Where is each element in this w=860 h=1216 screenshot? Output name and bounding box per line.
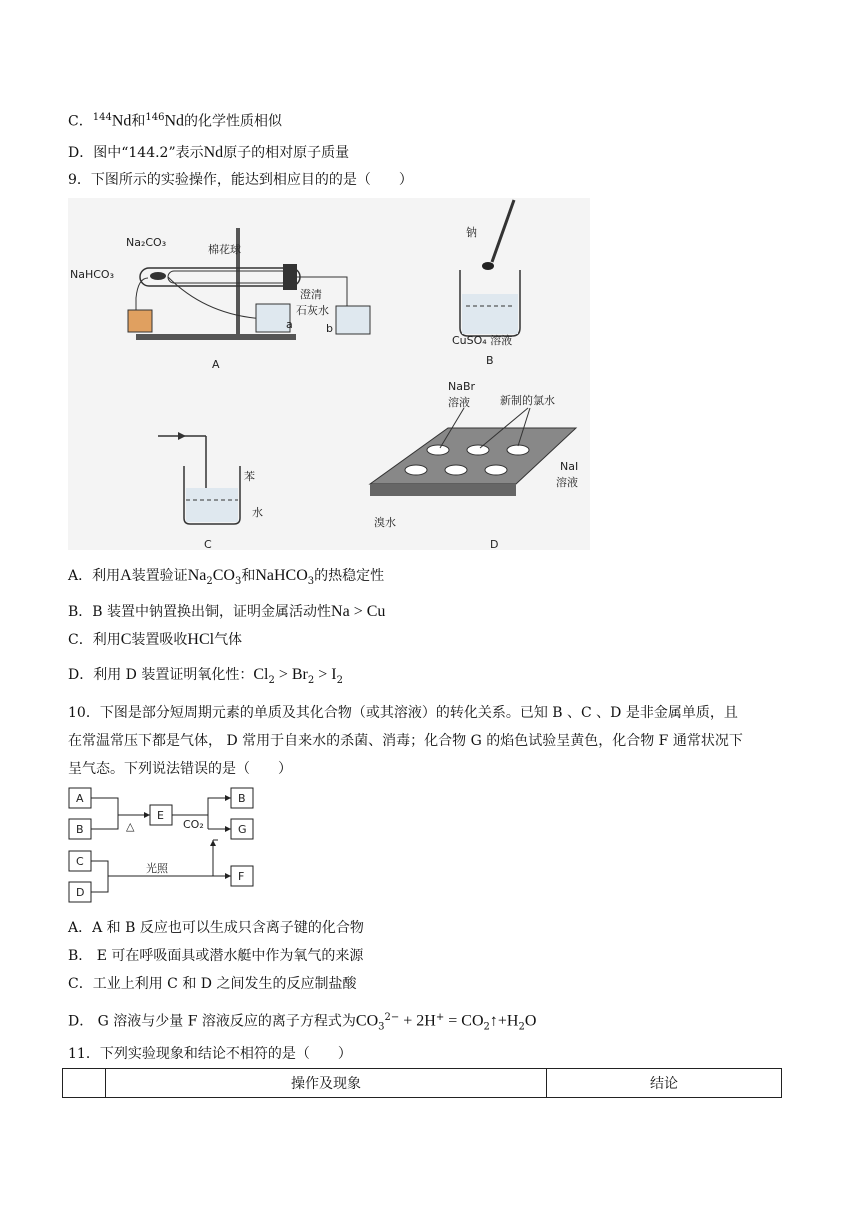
diagram-g: G (238, 823, 247, 836)
diagram-b2: B (238, 792, 246, 805)
figure-d-label: D (490, 538, 499, 550)
table-header-operation: 操作及现象 (106, 1069, 547, 1098)
figure-a-b: b (326, 322, 333, 335)
q10-stem-1: 10．下图是部分短周期元素的单质及其化合物（或其溶液）的转化关系。已知 B 、C 、D 是非金属单质，且 (68, 705, 738, 721)
table-row (63, 1069, 782, 1098)
figure-c-label: C (204, 538, 212, 550)
diagram-heat: △ (126, 820, 135, 833)
q9-option-b: B．B 装置中钠置换出铜，证明金属活动性Na > Cu (68, 603, 386, 620)
diagram-light: 光照 (146, 862, 168, 875)
q11-table (62, 1068, 782, 1098)
figure-d-nabr2: 溶液 (448, 396, 470, 409)
diagram-d: D (76, 886, 85, 899)
figure-a-label: A (212, 358, 220, 371)
diagram-a: A (76, 792, 84, 805)
q8-option-c: C．$^{144}$Nd和$^{146}$Nd的化学性质相似 (68, 112, 283, 130)
figure-a-nahco3: NaHCO₃ (70, 268, 114, 281)
figure-d-nabr1: NaBr (448, 380, 476, 393)
diagram-co2: CO₂ (183, 818, 204, 831)
q10-option-a: A．A 和 B 反应也可以生成只含离子键的化合物 (68, 920, 364, 936)
q10-option-c: C．工业上利用 C 和 D 之间发生的反应制盐酸 (68, 976, 357, 992)
figure-d-nai1: NaI (560, 460, 579, 473)
q10-diagram (68, 786, 258, 906)
q9-option-d: D．利用 D 装置证明氧化性：$Cl_2 > Br_2 > I_2$ (68, 666, 343, 686)
q10-option-d: D． G 溶液与少量 F 溶液反应的离子方程式为$CO_3^{2-} + 2H^+$ = $CO_2↑+H_2O$ (68, 1012, 537, 1033)
diagram-e: E (157, 809, 164, 822)
q10-stem-2: 在常温常压下都是气体， D 常用于自来水的杀菌、消毒；化合物 G 的焰色试验呈黄色，化合物 F 通常状况下 (68, 733, 743, 749)
table-header-blank (63, 1069, 106, 1098)
figure-a-cotton: 棉花球 (208, 243, 241, 256)
figure-a-lime2: 石灰水 (296, 304, 329, 317)
figure-a-a: a (286, 318, 293, 331)
figure-c-benzene: 苯 (244, 470, 255, 483)
diagram-c: C (76, 855, 84, 868)
figure-a-lime1: 澄清 (300, 288, 322, 301)
figure-c-water: 水 (252, 506, 263, 519)
q11-stem: 11．下列实验现象和结论不相符的是（ ） (68, 1046, 352, 1062)
q9-stem: 9．下图所示的实验操作，能达到相应目的的是（ ） (68, 172, 413, 188)
figure-a-na2co3: Na₂CO₃ (126, 236, 167, 249)
figure-d-br: 溴水 (374, 516, 396, 529)
figure-b-label: B (486, 354, 494, 367)
diagram-b: B (76, 823, 84, 836)
q9-figure (68, 198, 590, 550)
q10-stem-3: 呈气态。下列说法错误的是（ ） (68, 761, 292, 777)
figure-d-cl: 新制的氯水 (500, 394, 555, 407)
q8-option-d: D．图中“144.2”表示Nd原子的相对原子质量 (68, 144, 350, 161)
figure-b-na: 钠 (466, 226, 477, 239)
figure-d-nai2: 溶液 (556, 476, 578, 489)
table-header-conclusion: 结论 (547, 1069, 782, 1098)
figure-b-soln: CuSO₄ 溶液 (452, 334, 513, 347)
q9-option-c: C．利用C装置吸收HCl气体 (68, 631, 243, 648)
q9-option-a: A．利用A装置验证$Na_2CO_3$和NaHCO$_3$的热稳定性 (68, 567, 385, 587)
q10-option-b: B． E 可在呼吸面具或潜水艇中作为氧气的来源 (68, 948, 364, 964)
diagram-f: F (238, 870, 245, 883)
